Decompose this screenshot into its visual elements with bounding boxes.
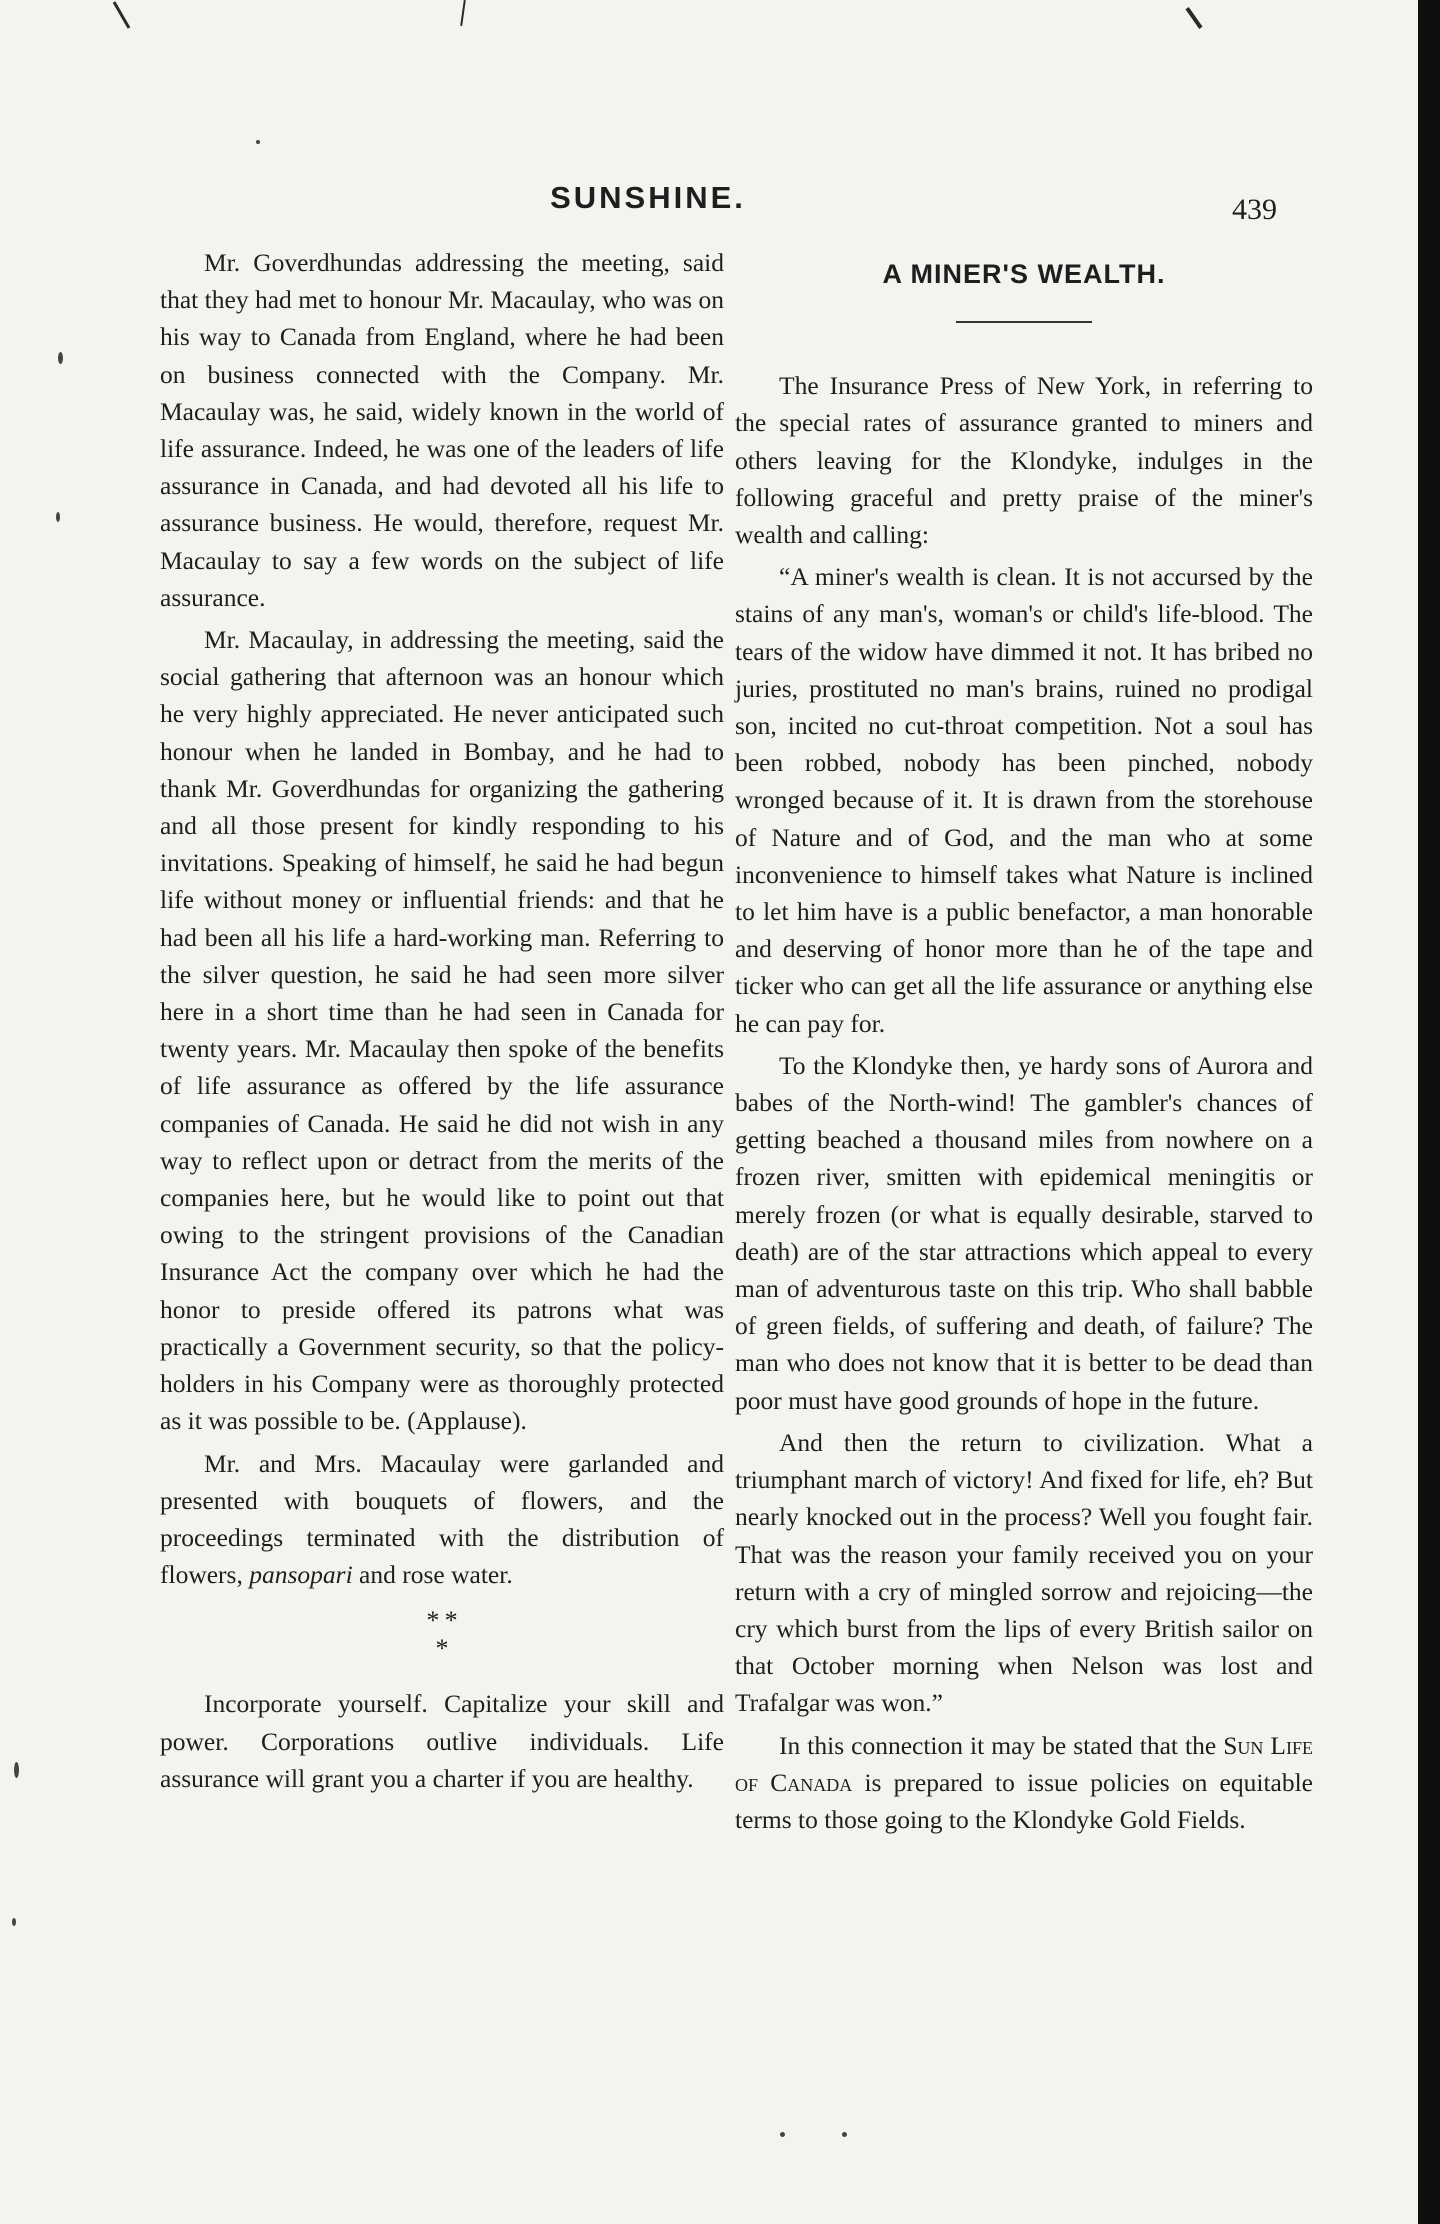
scan-speck [56, 512, 60, 522]
right-column [735, 256, 1313, 1843]
article-title: A MINER'S WEALTH. [882, 259, 1166, 289]
text-run: In this connection it may be stated that the [779, 1730, 1224, 1760]
paragraph: And then the return to civilization. What a triumphant march of victory! And fixed for life, eh? But nearly knocked out in the process? Well you fought fair. That was the reason your family received you on your return with a cry of mingled sorrow and rejoicing—the cry which burst from the lips of every British sailor on that October morning when Nelson was lost and Trafalgar was won.” [735, 1427, 1313, 1718]
scan-mark [113, 1, 131, 28]
page-number: 439 [1232, 193, 1277, 226]
paragraph: Incorporate yourself. Capitalize your skill and power. Corporations outlive individuals. Life assurance will grant you a charter if you are healthy. [160, 1689, 724, 1793]
paragraph: Mr. Goverdhundas addressing the meeting, said that they had met to honour Mr. Macaulay, who was on his way to Canada from England, where he had been on business connected with the Company. Mr. Macaulay was, he said, widely known in the world of life assurance. Indeed, he was one of the leaders of life assurance in Canada, and had devoted all his life to assurance business. He would, therefore, request Mr. Macaulay to say a few words on the subject of life assurance. [160, 248, 724, 612]
left-column [160, 244, 724, 1802]
scan-border [1418, 0, 1440, 2224]
text-run: and rose water. [352, 1560, 513, 1590]
company-name: Sun Life of Canada [735, 1730, 1314, 1797]
scan-speck [256, 140, 260, 144]
paragraph: To the Klondyke then, ye hardy sons of Aurora and babes of the North-wind! The gambler's chances of getting beached a thousand miles from nowhere on a frozen river, smitten with epidemical meningitis or merely frozen (or what is equally desirable, starved to death) are of the star attractions which appeal to every man of adventurous taste on this trip. Who shall babble of green fields, of suffering and death, of failure? The man who does not know that it is better to be dead than poor must have good grounds of hope in the future. [735, 1050, 1313, 1415]
paragraph-garland [160, 1445, 724, 1594]
title-rule [956, 321, 1092, 323]
text-run: is prepared to issue policies on equitable terms to those going to the Klondyke Gold Fields. [735, 1767, 1314, 1834]
italic-term: pansopari [249, 1560, 353, 1590]
paragraph: Mr. Macaulay, in addressing the meeting, said the social gathering that afternoon was an honour which he very highly appreciated. He never anticipated such honour when he landed in Bombay, and he had to thank Mr. Goverdhundas for organizing the gathering and all those present for kindly responding to his invitations. Speaking of himself, he said he had begun life without money or influential friends: and that he had been all his life a hard-working man. Referring to the silver question, he said he had seen more silver here in a short time than he had seen in Canada for twenty years. Mr. Macaulay then spoke of the benefits of life assurance as offered by the life assurance companies of Canada. He said he did not wish in any way to reflect upon or detract from the merits of the companies here, but he would like to point out that owing to the stringent provisions of the Canadian Insurance Act the company over which he had the honor to preside offered its patrons what was practically a Government security, so that the policy-holders in his Company were as thoroughly protected as it was possible to be. (Applause). [160, 625, 724, 1436]
scan-speck [12, 1918, 16, 1926]
paragraph: “A miner's wealth is clean. It is not accursed by the stains of any man's, woman's or child's life-blood. The tears of the widow have dimmed it not. It has bribed no juries, prostituted no man's brains, ruined no prodigal son, incited no cut-throat competition. Not a soul has been robbed, nobody has been pinched, nobody wronged because of it. It is drawn from the storehouse of Nature and of God, and the man who at some inconvenience to himself takes what Nature is inclined to let him have is a public benefactor, a man honorable and deserving of honor more than he of the tape and ticker who can get all the life assurance or anything else he can pay for. [735, 562, 1313, 1038]
scan-mark [460, 0, 466, 26]
paragraph: The Insurance Press of New York, in referring to the special rates of assurance granted to miners and others leaving for the Klondyke, indulges in the following graceful and pretty praise of the miner's wealth and calling: [735, 371, 1313, 550]
scan-speck [58, 352, 63, 364]
scan-speck [842, 2132, 847, 2137]
asterism-divider: * * * [426, 1606, 458, 1664]
scan-speck [780, 2132, 785, 2137]
text-run: Mr. and Mrs. Macaulay were garlanded and presented with bouquets of flowers, and the proceedings terminated with the distribution of flowers, [160, 1448, 724, 1590]
paragraph-closing [735, 1727, 1313, 1839]
page-header-title: SUNSHINE. [550, 180, 746, 215]
scan-mark [1185, 7, 1202, 29]
scan-speck [14, 1762, 19, 1778]
